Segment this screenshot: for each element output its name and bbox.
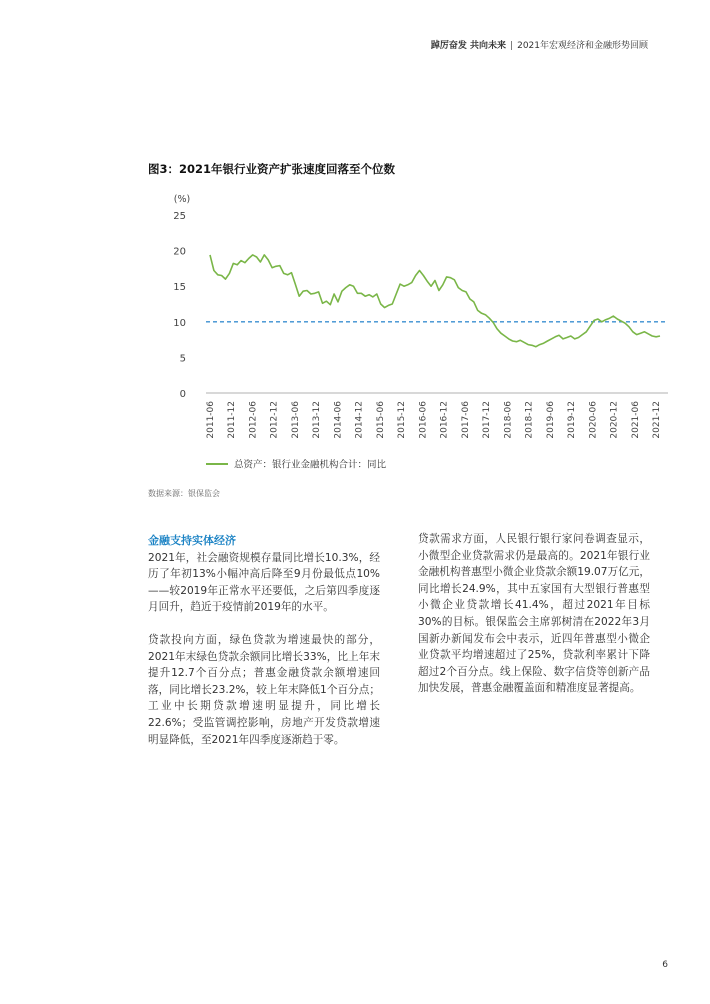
y-tick-label: 20 [173, 246, 186, 258]
x-tick-label: 2017-12 [482, 401, 493, 439]
y-tick-label: 15 [173, 282, 186, 294]
x-tick-label: 2018-06 [503, 401, 514, 439]
x-tick-label: 2015-06 [375, 401, 386, 439]
x-tick-label: 2014-12 [354, 401, 365, 439]
figure-title: 图3：2021年银行业资产扩张速度回落至个位数 [148, 162, 396, 176]
header-separator: | [510, 41, 514, 51]
article-right-column [418, 531, 650, 713]
y-tick-label: 25 [173, 211, 186, 222]
x-tick-label: 2020-06 [588, 401, 599, 439]
x-tick-label: 2013-06 [290, 401, 301, 439]
x-tick-label: 2011-12 [227, 401, 238, 439]
paragraph-loan-demand: 贷款需求方面，人民银行银行家问卷调查显示，小微型企业贷款需求仍是最高的。2021年银行业金融机构普惠型小微企业贷款余额19.07万亿元，同比增长24.9%，其中五家国有大型银行普惠型小微企业贷款增长41.4%，超过2021年目标30%的目标。银保监会主席郭树清在2022年3月国新办新闻发布会中表示，近四年普惠型小微企业贷款平均增速超过了25%，贷款利率累计下降超过2个百分点。线上保险、数字信贷等创新产品加快发展，普惠金融覆盖面和精准度显著提高。 [418, 533, 650, 695]
y-tick-label: 10 [173, 317, 186, 329]
x-tick-label: 2018-12 [524, 401, 535, 439]
legend-label: 总资产：银行业金融机构合计：同比 [234, 459, 387, 471]
x-tick-label: 2012-12 [269, 401, 280, 439]
x-tick-label: 2019-12 [567, 401, 578, 439]
x-tick-label: 2017-06 [460, 401, 471, 439]
series-line-total-assets [210, 255, 660, 347]
paragraph-loan-allocation: 贷款投向方面，绿色贷款为增速最快的部分，2021年末绿色贷款余额同比增长33%，比上年末提升12.7个百分点；普惠金融贷款余额增速回落，同比增长23.2%，较上年末降低1个百分点；工业中长期贷款增速明显提升，同比增长22.6%；受监管调控影响，房地产开发贷款增速明显降低，至2021年四季度逐渐趋于零。 [148, 633, 380, 746]
x-tick-label: 2015-12 [397, 401, 408, 439]
page-header [431, 38, 648, 51]
x-tick-label: 2021-12 [652, 401, 662, 439]
x-tick-label: 2019-06 [545, 401, 556, 439]
paragraph-social-financing: 2021年，社会融资规模存量同比增长10.3%，经历了年初13%小幅冲高后降至9月份最低点10%——较2019年正常水平还要低，之后第四季度逐月回升，趋近于疫情前2019年的水平。 [148, 551, 380, 614]
x-tick-label: 2013-12 [312, 401, 323, 439]
header-report-title: 2021年宏观经济和金融形势回顾 [517, 41, 648, 51]
figure-source: 数据来源：银保监会 [148, 489, 220, 498]
x-tick-label: 2020-12 [609, 401, 620, 439]
header-slogan: 踔厉奋发 共向未来 [430, 41, 507, 51]
x-tick-label: 2014-06 [333, 401, 344, 439]
x-tick-label: 2012-06 [248, 401, 259, 439]
x-tick-label: 2011-06 [206, 401, 216, 439]
y-axis-unit-label: (%) [173, 194, 191, 205]
page-number: 6 [662, 960, 668, 970]
y-tick-label: 5 [179, 353, 186, 365]
x-tick-label: 2021-06 [630, 401, 641, 439]
x-tick-label: 2016-12 [439, 401, 450, 439]
x-tick-label: 2016-06 [418, 401, 429, 439]
y-tick-label: 0 [179, 389, 186, 400]
asset-growth-line-chart [140, 182, 680, 482]
section-heading: 金融支持实体经济 [148, 534, 236, 547]
article-left-column [148, 533, 380, 764]
